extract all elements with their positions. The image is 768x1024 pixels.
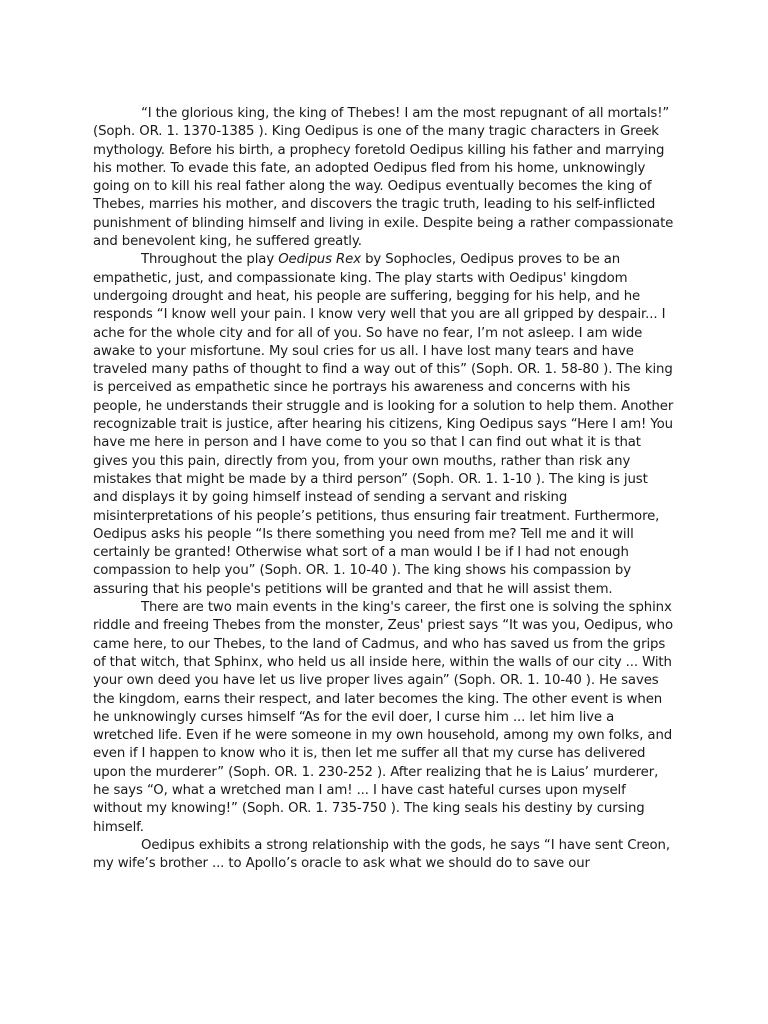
paragraph-traits-body: by Sophocles, Oedipus proves to be an empathetic, just, and compassionate king. The play starts with Oedipus' kingdom undergoing drought and heat, his people are suffering, begging for his help, and he responds “I know well your pain. I know very well that you are all gripped by despair... I ache for the whole city and for all of you. So have no fear, I’m not asleep. I am wide awake to your misfortune. My soul cries for us all. I have lost many tears and have traveled many paths of thought to find a way out of this” (Soph. OR. 1. 58-80 ). The king is perceived as empathetic since he portrays his awareness and concerns with his people, he understands their struggle and is looking for a solution to help them. Another recognizable trait is justice, after hearing his citizens, King Oedipus says “Here I am! You have me here in person and I have come to you so that I can find out what it is that gives you this pain, directly from you, from your own mouths, rather than risk any mistakes that might be made by a third person” (Soph. OR. 1. 1-10 ). The king is just and displays it by going himself instead of sending a servant and risking misinterpretations of his people’s petitions, thus ensuring fair treatment. Furthermore, Oedipus asks his people “Is there something you need from me? Tell me and it will certainly be granted! Otherwise what sort of a man would I be if I had not enough compassion to help you” (Soph. OR. 1. 10-40 ). The king shows his compassion by assuring that his people's petitions will be granted and that he will assist them. [93,252,674,597]
paragraph-events: There are two main events in the king's career, the first one is solving the sphinx riddle and freeing Thebes from the monster, Zeus' priest says “It was you, Oedipus, who came here, to our Thebes, to the land of Cadmus, and who has saved us from the grips of that witch, that Sphinx, who held us all inside here, within the walls of our city ... With your own deed you have let us live proper lives again” (Soph. OR. 1. 10-40 ). He saves the kingdom, earns their respect, and later becomes the king. The other event is when he unknowingly curses himself “As for the evil doer, I curse him ... let him live a wretched life. Even if he were someone in my own household, among my own folks, and even if I happen to know who it is, then let me suffer all that my curse has delivered upon the murderer” (Soph. OR. 1. 230-252 ). After realizing that he is Laius’ murderer, he says “O, what a wretched man I am! ... I have cast hateful curses upon myself without my knowing!” (Soph. OR. 1. 735-750 ). The king seals his destiny by cursing himself. [93,600,673,835]
paragraph-gods: Oedipus exhibits a strong relationship with the gods, he says “I have sent Creon, my wife’s brother ... to Apollo’s oracle to ask what we should do to save our [93,837,670,872]
paragraph-traits [93,251,676,599]
paragraph-introduction: “I the glorious king, the king of Thebes! I am the most repugnant of all mortals!” (Soph. OR. 1. 1370-1385 ). King Oedipus is one of the many tragic characters in Greek mythology. Before his birth, a prophecy foretold Oedipus killing his father and marrying his mother. To evade this fate, an adopted Oedipus fled from his home, unknowingly going on to kill his real father along the way. Oedipus eventually becomes the king of Thebes, marries his mother, and discovers the tragic truth, leading to his self-inflicted punishment of blinding himself and living in exile. Despite being a rather compassionate and benevolent king, he suffered greatly. [93,106,674,250]
essay-body [93,105,676,873]
play-title: Oedipus Rex [278,252,361,268]
paragraph-traits-lead: Throughout the play [141,252,279,268]
